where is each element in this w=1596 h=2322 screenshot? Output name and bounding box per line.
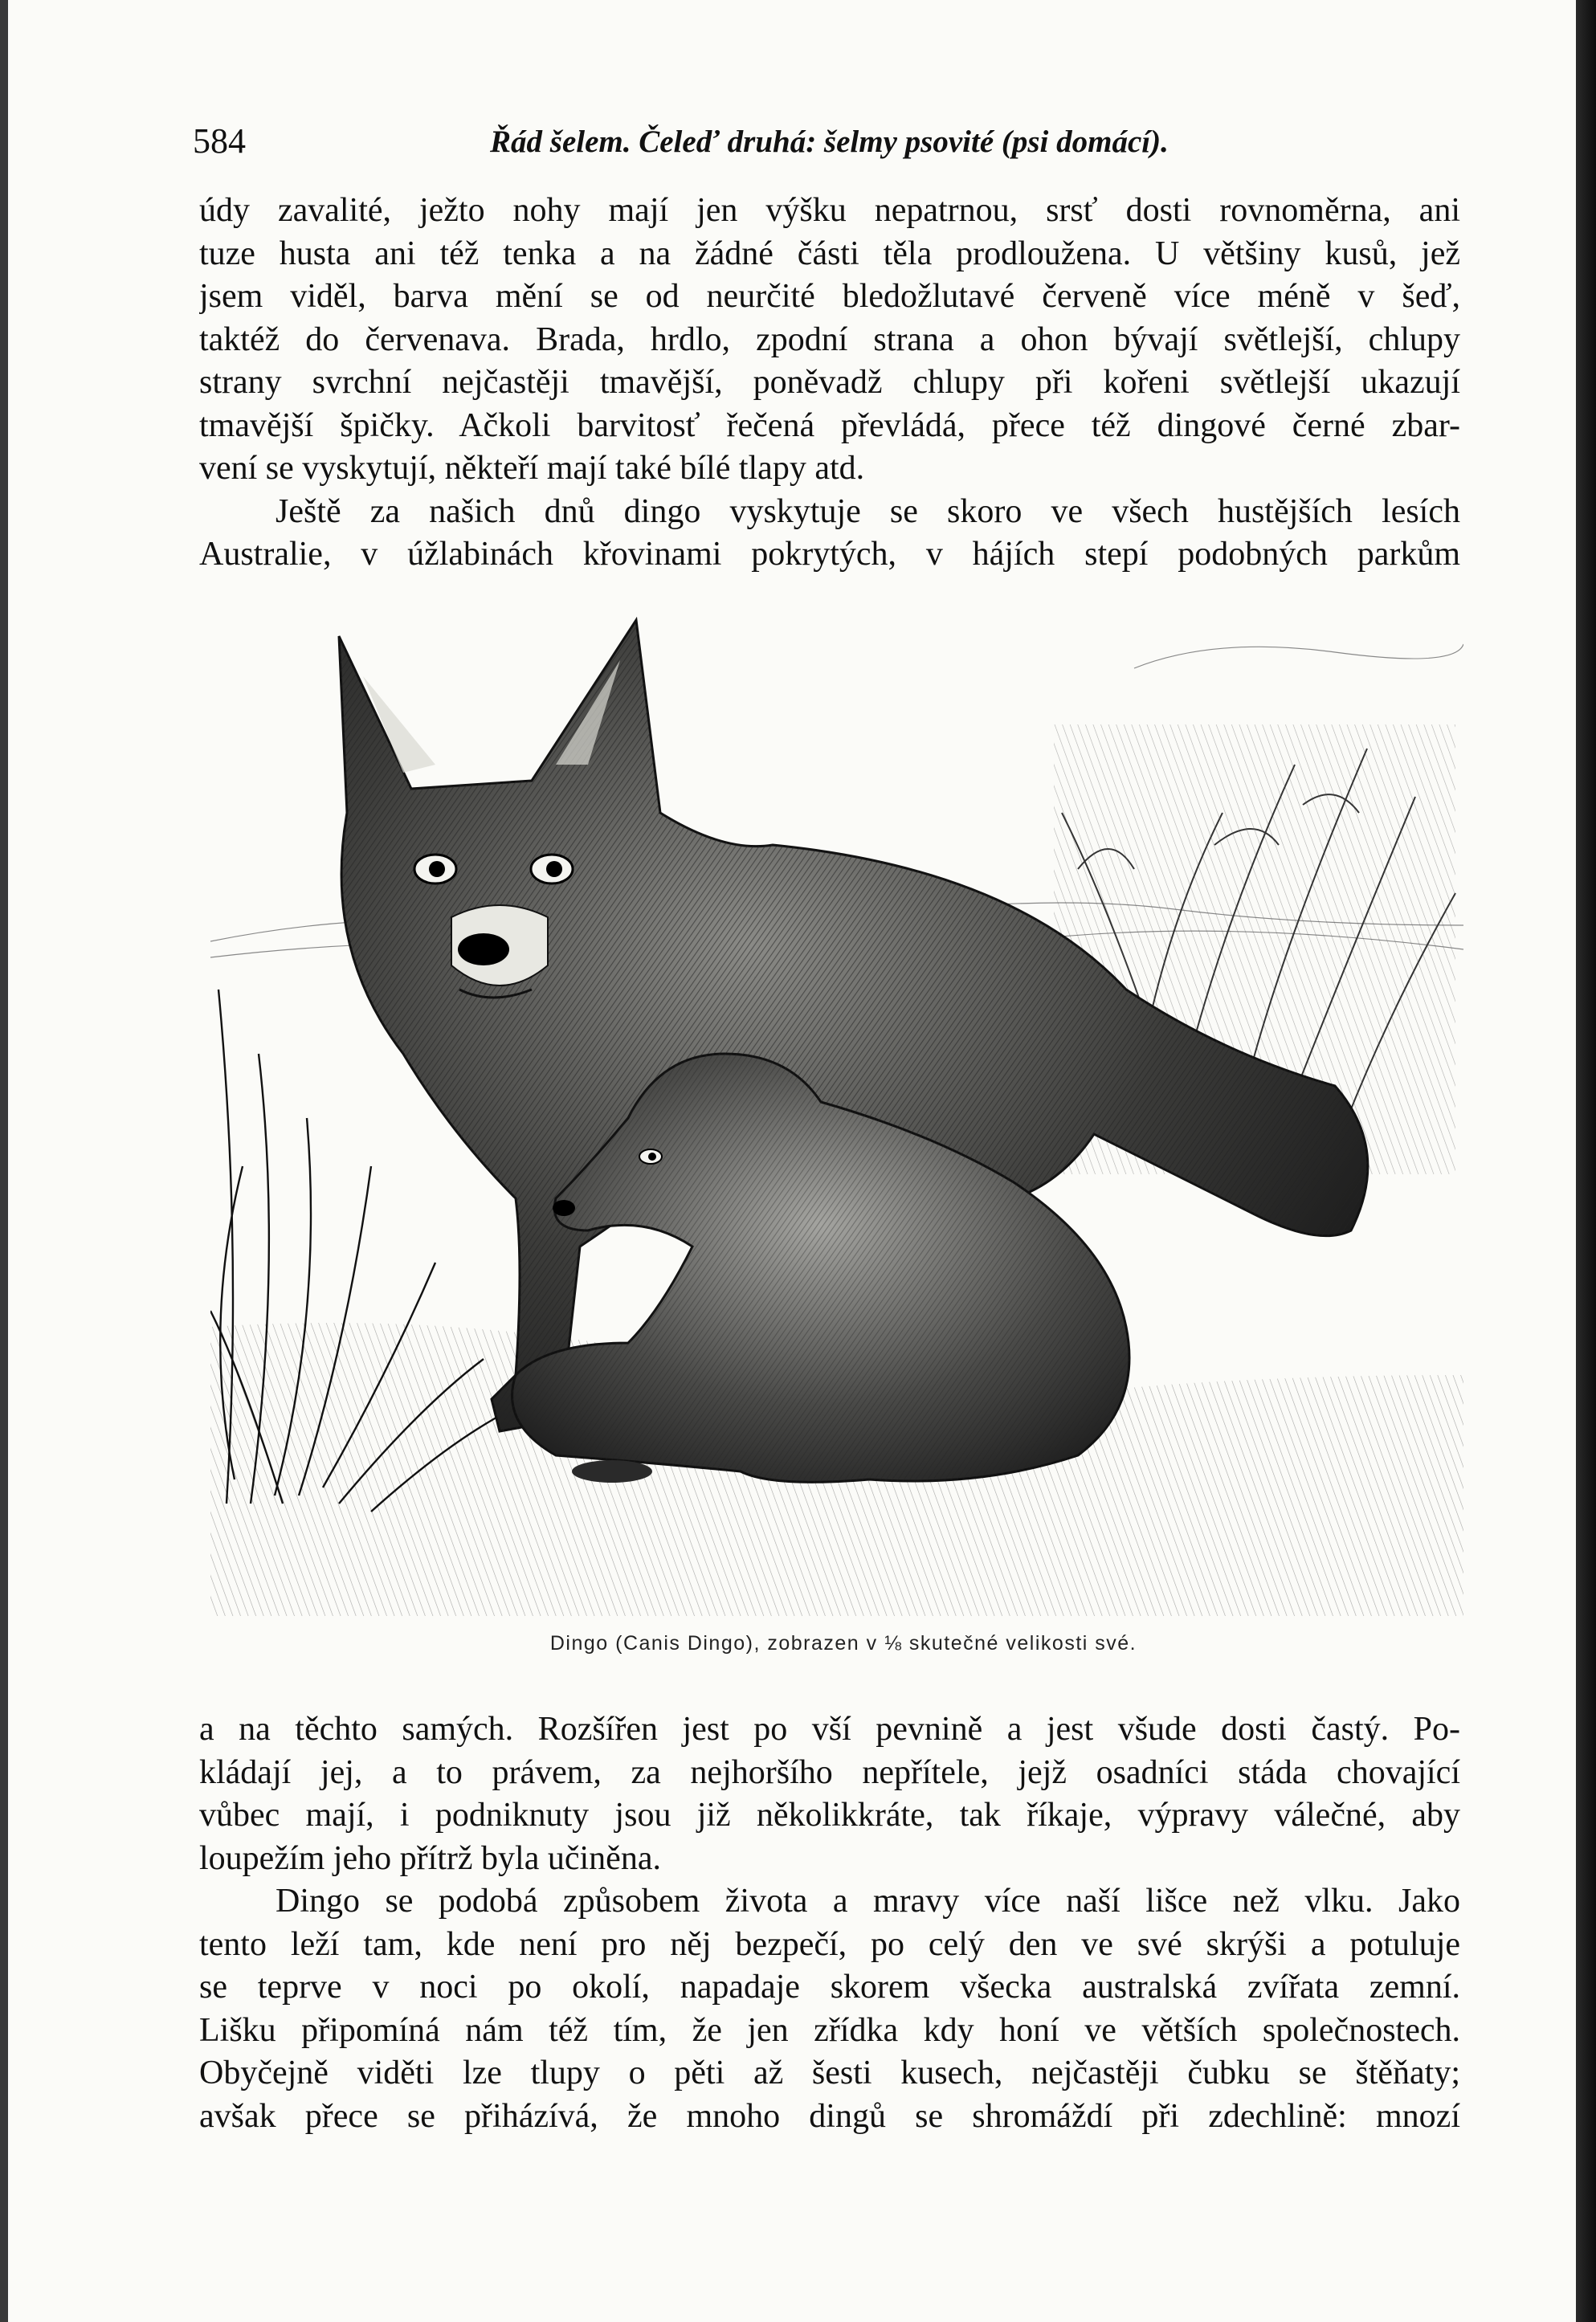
text-line: jsem viděl, barva mění se od neurčité bledožlutavé červeně více méně v šeď, [199, 278, 1460, 315]
text-line: avšak přece se přiházívá, že mnoho dingů se shromáždí při zdechlině: mnozí [199, 2097, 1460, 2135]
text-line: a na těchto samých. Rozšířen jest po vší pevnině a jest všude dosti častý. Po- [199, 1711, 1460, 1748]
text-line: kládají jej, a to právem, za nejhoršího nepřítele, jejž osadníci stáda chovající [199, 1753, 1460, 1791]
text-line: údy zavalité, ježto nohy mají jen výšku nepatrnou, srsť dosti rovnoměrna, ani [199, 192, 1460, 229]
text-line: vení se vyskytují, někteří mají také bílé tlapy atd. [199, 450, 865, 487]
text-line: Dingo se podobá způsobem života a mravy více naší lišce než vlku. Jako [276, 1883, 1460, 1920]
text-line: Obyčejně viděti lze tlupy o pěti až šesti kusech, nejčastěji čubku se štěňaty; [199, 2055, 1460, 2091]
scan-right-edge [1576, 0, 1596, 2322]
page-number: 584 [193, 121, 246, 161]
text-line: taktéž do červenava. Brada, hrdlo, zpodní strana a ohon bývají světlejší, chlupy [199, 320, 1460, 358]
running-head: Řád šelem. Čeleď druhá: šelmy psovité (psi domácí). [490, 124, 1169, 159]
text-line: se teprve v noci po okolí, napadaje skorem všecka australská zvířata zemní. [199, 1969, 1460, 2006]
text-line: Ještě za našich dnů dingo vyskytuje se skoro ve všech hustějších lesích [276, 492, 1460, 530]
dingo-illustration [210, 604, 1463, 1616]
text-line: tuze husta ani též tenka a na žádné části těla prodloužena. U většiny kusů, jež [199, 235, 1460, 272]
text-line: tento leží tam, kde není pro něj bezpečí, po celý den ve své skrýši a potuluje [199, 1925, 1460, 1963]
text-line: vůbec mají, i podniknuty jsou již několikkráte, tak říkaje, výpravy válečné, aby [199, 1797, 1460, 1834]
paragraph-top [199, 190, 1460, 577]
text-line: Lišku připomíná nám též tím, že jen zřídka kdy honí ve větších společnostech. [199, 2011, 1460, 2049]
figure-caption: Dingo (Canis Dingo), zobrazen v ⅛ skutečné velikosti své. [549, 1632, 1137, 1655]
text-line: Australie, v úžlabinách křovinami pokrytých, v hájích stepí podobných parkům [199, 536, 1460, 573]
scan-left-edge [0, 0, 8, 2322]
text-line: strany svrchní nejčastěji tmavější, poněvadž chlupy při kořeni světlejší ukazují [199, 364, 1460, 401]
page-header [193, 120, 1462, 169]
text-line: tmavější špičky. Ačkoli barvitosť řečená převládá, přece též dingové černé zbar- [199, 406, 1460, 444]
paragraph-bottom [199, 1708, 1460, 2138]
text-line: loupežím jeho přítrž byla učiněna. [199, 1839, 661, 1877]
